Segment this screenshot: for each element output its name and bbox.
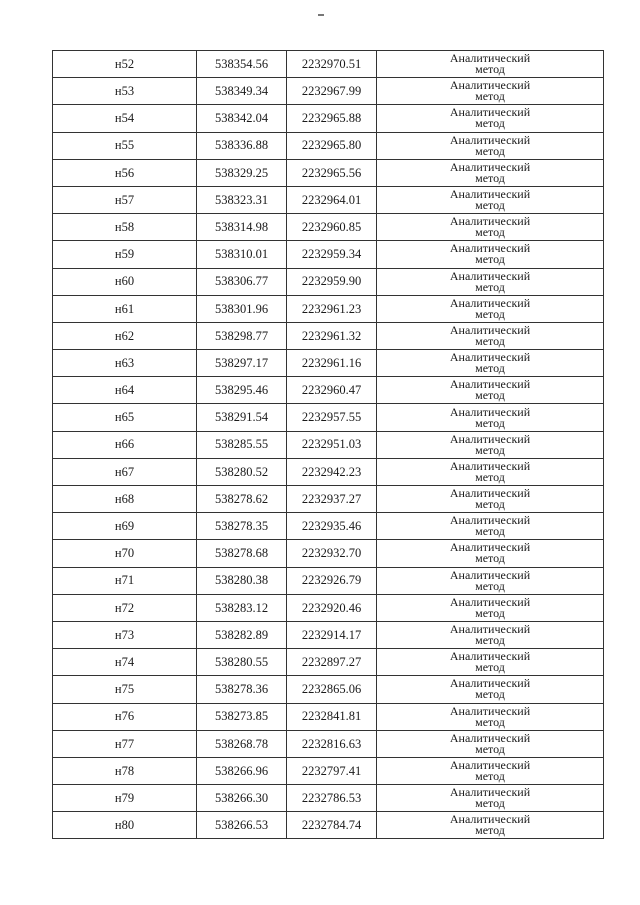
method-line-1: Аналитический (449, 404, 531, 419)
x-coordinate-cell: 538273.85 (197, 703, 287, 730)
point-number-cell: н71 (53, 567, 197, 594)
method-line-1: Аналитический (449, 785, 531, 800)
y-coordinate-cell: 2232967.99 (287, 78, 377, 105)
method-line-1: Аналитический (449, 241, 531, 256)
method-line-2: метод (475, 551, 505, 566)
method-cell (377, 78, 604, 105)
point-number-cell: н53 (53, 78, 197, 105)
y-coordinate-cell: 2232786.53 (287, 785, 377, 812)
method-line-1: Аналитический (449, 431, 531, 446)
method-line-2: метод (475, 768, 505, 783)
table-row (53, 730, 604, 757)
x-coordinate-cell: 538310.01 (197, 241, 287, 268)
method-cell (377, 812, 604, 839)
method-cell (377, 458, 604, 485)
method-line-1: Аналитический (449, 377, 531, 392)
method-line-2: метод (475, 279, 505, 294)
point-number-cell: н61 (53, 295, 197, 322)
method-cell (377, 540, 604, 567)
y-coordinate-cell: 2232951.03 (287, 431, 377, 458)
y-coordinate-cell: 2232937.27 (287, 486, 377, 513)
x-coordinate-cell: 538336.88 (197, 132, 287, 159)
table-row (53, 649, 604, 676)
table-row (53, 214, 604, 241)
page-top-mark (318, 14, 324, 16)
method-cell (377, 621, 604, 648)
method-line-2: метод (475, 306, 505, 321)
x-coordinate-cell: 538285.55 (197, 431, 287, 458)
x-coordinate-cell: 538298.77 (197, 322, 287, 349)
x-coordinate-cell: 538295.46 (197, 377, 287, 404)
method-line-1: Аналитический (449, 622, 531, 637)
method-line-2: метод (475, 143, 505, 158)
y-coordinate-cell: 2232926.79 (287, 567, 377, 594)
method-line-2: метод (475, 741, 505, 756)
y-coordinate-cell: 2232797.41 (287, 757, 377, 784)
method-line-1: Аналитический (449, 105, 531, 120)
method-line-1: Аналитический (449, 513, 531, 528)
method-cell (377, 186, 604, 213)
table-row (53, 676, 604, 703)
method-line-2: метод (475, 687, 505, 702)
x-coordinate-cell: 538278.68 (197, 540, 287, 567)
method-line-2: метод (475, 225, 505, 240)
method-line-1: Аналитический (449, 757, 531, 772)
point-number-cell: н59 (53, 241, 197, 268)
x-coordinate-cell: 538283.12 (197, 594, 287, 621)
method-line-1: Аналитический (449, 458, 531, 473)
table-row (53, 350, 604, 377)
x-coordinate-cell: 538268.78 (197, 730, 287, 757)
point-number-cell: н64 (53, 377, 197, 404)
point-number-cell: н57 (53, 186, 197, 213)
method-cell (377, 703, 604, 730)
x-coordinate-cell: 538342.04 (197, 105, 287, 132)
x-coordinate-cell: 538278.62 (197, 486, 287, 513)
point-number-cell: н74 (53, 649, 197, 676)
method-cell (377, 322, 604, 349)
method-line-2: метод (475, 361, 505, 376)
y-coordinate-cell: 2232841.81 (287, 703, 377, 730)
y-coordinate-cell: 2232960.47 (287, 377, 377, 404)
table-row (53, 431, 604, 458)
method-line-1: Аналитический (449, 214, 531, 229)
method-line-1: Аналитический (449, 159, 531, 174)
method-line-2: метод (475, 633, 505, 648)
method-line-1: Аналитический (449, 51, 531, 66)
method-line-2: метод (475, 198, 505, 213)
method-cell (377, 676, 604, 703)
point-number-cell: н73 (53, 621, 197, 648)
method-line-1: Аналитический (449, 350, 531, 365)
point-number-cell: н68 (53, 486, 197, 513)
x-coordinate-cell: 538280.52 (197, 458, 287, 485)
method-line-2: метод (475, 714, 505, 729)
x-coordinate-cell: 538323.31 (197, 186, 287, 213)
method-line-1: Аналитический (449, 540, 531, 555)
point-number-cell: н67 (53, 458, 197, 485)
y-coordinate-cell: 2232961.32 (287, 322, 377, 349)
x-coordinate-cell: 538301.96 (197, 295, 287, 322)
point-number-cell: н76 (53, 703, 197, 730)
table-row (53, 186, 604, 213)
table-row (53, 458, 604, 485)
table-row (53, 703, 604, 730)
coordinates-table (52, 50, 604, 839)
y-coordinate-cell: 2232970.51 (287, 51, 377, 78)
y-coordinate-cell: 2232816.63 (287, 730, 377, 757)
table-row (53, 132, 604, 159)
method-cell (377, 105, 604, 132)
y-coordinate-cell: 2232784.74 (287, 812, 377, 839)
x-coordinate-cell: 538314.98 (197, 214, 287, 241)
x-coordinate-cell: 538282.89 (197, 621, 287, 648)
point-number-cell: н72 (53, 594, 197, 621)
point-number-cell: н54 (53, 105, 197, 132)
method-cell (377, 431, 604, 458)
table-row (53, 105, 604, 132)
table-row (53, 159, 604, 186)
method-cell (377, 594, 604, 621)
coordinates-table-body (53, 51, 604, 839)
x-coordinate-cell: 538297.17 (197, 350, 287, 377)
method-line-1: Аналитический (449, 649, 531, 664)
method-line-1: Аналитический (449, 132, 531, 147)
y-coordinate-cell: 2232865.06 (287, 676, 377, 703)
table-row (53, 78, 604, 105)
method-line-2: метод (475, 116, 505, 131)
table-row (53, 404, 604, 431)
method-cell (377, 132, 604, 159)
y-coordinate-cell: 2232897.27 (287, 649, 377, 676)
x-coordinate-cell: 538266.96 (197, 757, 287, 784)
point-number-cell: н62 (53, 322, 197, 349)
method-line-1: Аналитический (449, 295, 531, 310)
x-coordinate-cell: 538266.53 (197, 812, 287, 839)
point-number-cell: н60 (53, 268, 197, 295)
point-number-cell: н66 (53, 431, 197, 458)
y-coordinate-cell: 2232914.17 (287, 621, 377, 648)
point-number-cell: н52 (53, 51, 197, 78)
method-line-2: метод (475, 823, 505, 838)
method-line-1: Аналитический (449, 703, 531, 718)
table-row (53, 295, 604, 322)
method-line-2: метод (475, 442, 505, 457)
x-coordinate-cell: 538266.30 (197, 785, 287, 812)
method-line-2: метод (475, 524, 505, 539)
point-number-cell: н69 (53, 513, 197, 540)
method-line-1: Аналитический (449, 78, 531, 93)
method-cell (377, 51, 604, 78)
method-line-2: метод (475, 415, 505, 430)
point-number-cell: н77 (53, 730, 197, 757)
y-coordinate-cell: 2232965.56 (287, 159, 377, 186)
point-number-cell: н75 (53, 676, 197, 703)
x-coordinate-cell: 538291.54 (197, 404, 287, 431)
point-number-cell: н70 (53, 540, 197, 567)
method-cell (377, 159, 604, 186)
method-line-2: метод (475, 796, 505, 811)
y-coordinate-cell: 2232942.23 (287, 458, 377, 485)
method-line-2: метод (475, 660, 505, 675)
y-coordinate-cell: 2232965.88 (287, 105, 377, 132)
table-row (53, 322, 604, 349)
method-cell (377, 404, 604, 431)
table-row (53, 812, 604, 839)
y-coordinate-cell: 2232957.55 (287, 404, 377, 431)
method-cell (377, 214, 604, 241)
method-line-1: Аналитический (449, 594, 531, 609)
method-cell (377, 513, 604, 540)
point-number-cell: н80 (53, 812, 197, 839)
method-line-1: Аналитический (449, 268, 531, 283)
x-coordinate-cell: 538280.55 (197, 649, 287, 676)
method-cell (377, 241, 604, 268)
method-line-2: метод (475, 252, 505, 267)
method-cell (377, 377, 604, 404)
method-cell (377, 757, 604, 784)
table-row (53, 486, 604, 513)
point-number-cell: н56 (53, 159, 197, 186)
table-row (53, 757, 604, 784)
point-number-cell: н63 (53, 350, 197, 377)
method-line-2: метод (475, 62, 505, 77)
table-row (53, 268, 604, 295)
method-line-2: метод (475, 333, 505, 348)
y-coordinate-cell: 2232961.23 (287, 295, 377, 322)
method-cell (377, 350, 604, 377)
y-coordinate-cell: 2232932.70 (287, 540, 377, 567)
method-line-1: Аналитический (449, 567, 531, 582)
method-cell (377, 730, 604, 757)
y-coordinate-cell: 2232959.90 (287, 268, 377, 295)
x-coordinate-cell: 538329.25 (197, 159, 287, 186)
x-coordinate-cell: 538280.38 (197, 567, 287, 594)
y-coordinate-cell: 2232964.01 (287, 186, 377, 213)
x-coordinate-cell: 538349.34 (197, 78, 287, 105)
method-cell (377, 295, 604, 322)
point-number-cell: н79 (53, 785, 197, 812)
table-row (53, 241, 604, 268)
method-line-2: метод (475, 388, 505, 403)
x-coordinate-cell: 538278.36 (197, 676, 287, 703)
table-row (53, 594, 604, 621)
x-coordinate-cell: 538306.77 (197, 268, 287, 295)
method-cell (377, 649, 604, 676)
y-coordinate-cell: 2232920.46 (287, 594, 377, 621)
method-line-1: Аналитический (449, 322, 531, 337)
method-line-1: Аналитический (449, 730, 531, 745)
method-line-1: Аналитический (449, 676, 531, 691)
point-number-cell: н78 (53, 757, 197, 784)
method-line-1: Аналитический (449, 812, 531, 827)
method-line-1: Аналитический (449, 486, 531, 501)
y-coordinate-cell: 2232935.46 (287, 513, 377, 540)
method-line-2: метод (475, 605, 505, 620)
table-row (53, 621, 604, 648)
point-number-cell: н65 (53, 404, 197, 431)
y-coordinate-cell: 2232960.85 (287, 214, 377, 241)
method-cell (377, 486, 604, 513)
method-cell (377, 785, 604, 812)
method-cell (377, 567, 604, 594)
method-line-2: метод (475, 578, 505, 593)
method-line-1: Аналитический (449, 187, 531, 202)
x-coordinate-cell: 538278.35 (197, 513, 287, 540)
table-row (53, 51, 604, 78)
table-row (53, 785, 604, 812)
method-line-2: метод (475, 497, 505, 512)
method-line-2: метод (475, 89, 505, 104)
x-coordinate-cell: 538354.56 (197, 51, 287, 78)
method-line-2: метод (475, 469, 505, 484)
table-row (53, 540, 604, 567)
y-coordinate-cell: 2232961.16 (287, 350, 377, 377)
table-row (53, 513, 604, 540)
table-row (53, 567, 604, 594)
point-number-cell: н58 (53, 214, 197, 241)
y-coordinate-cell: 2232965.80 (287, 132, 377, 159)
method-line-2: метод (475, 170, 505, 185)
y-coordinate-cell: 2232959.34 (287, 241, 377, 268)
point-number-cell: н55 (53, 132, 197, 159)
method-cell (377, 268, 604, 295)
table-row (53, 377, 604, 404)
